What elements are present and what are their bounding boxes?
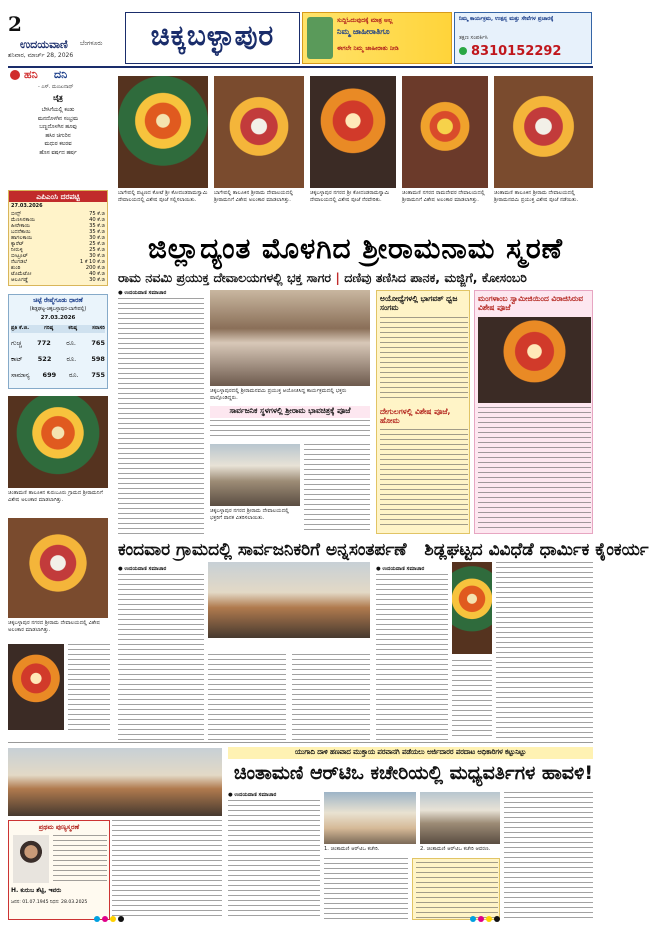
photo-deity-left-3 bbox=[8, 644, 64, 730]
apmc-row: ನೀರುಳ್ಳಿ 25 ಕೆ.ಜಿ bbox=[11, 247, 105, 253]
mangala-story bbox=[474, 290, 593, 534]
chintamani-strap: ಯುಗಾದಿ ದಾಳಿ ಹಣವಾದ ಮುಕ್ತಾಯ ಪರವಾನಗಿ ಪಡೆಯಲು ಅರ್ಜಿದಾರರ ಪರದಾಟ ಅಧಿಕಾರಿಗಳ ಕಟ್ಟುನಿಟ್ಟು bbox=[228, 747, 593, 759]
mangala-body bbox=[478, 407, 591, 529]
edition: ಬೆಂಗಳೂರು bbox=[80, 40, 103, 47]
apmc-row: ಟೊಮೆಟೋ 40 ಕೆ.ಜಿ bbox=[11, 271, 105, 277]
photo-shidlaghatta-deity bbox=[452, 562, 492, 654]
silk-row: ಗುಚ್ಚ 772 ರೂ. 765 bbox=[11, 339, 105, 347]
left-column bbox=[8, 66, 108, 626]
silk-rates-box bbox=[8, 294, 108, 389]
caption-rto-2: 2. ಚಿಂತಾಮಣಿ ಆರ್‌ಟಿಒ ಕಚೇರಿ ಆವರಣ. bbox=[420, 846, 491, 852]
district-banner bbox=[125, 12, 300, 64]
silk-title: ಚಿಟ್ಟೆ ರೇಷ್ಮೆಗೂಡು ಧಾರಣೆ bbox=[33, 297, 83, 304]
caption-crowd: ಚಿಕ್ಕಬಳ್ಳಾಪುರದಲ್ಲಿ ಶ್ರೀರಾಮನವಮಿ ಪ್ರಯುಕ್ತ ಆಯೋಜಿಸಿದ್ದ ಕಾರ್ಯಕ್ರಮದಲ್ಲಿ ಭಕ್ತರು ಪಾಲ್ಗೊಂಡಿದ್ದರು. bbox=[210, 388, 347, 401]
apmc-rates-box bbox=[8, 190, 108, 286]
mangala-headline: ಮಂಗಳಾಂಬ ಸ್ವಾಮೀಜಿಯಿಂದ ವಿರಾಜಿಸಿರುವ ವಿಶೇಷ ಪೂಜೆ bbox=[478, 294, 584, 312]
ad2-line1: ನಿಮ್ಮ ಕಾರ್ಯಕ್ರಮ, ಉತ್ಪನ್ನ ಮತ್ತು ಸೇವೆಗಳ ಪ್ರಚಾರಕ್ಕೆ bbox=[459, 16, 554, 22]
subheadline-right: ದಣಿವು ತಣಿಸಿದ ಪಾನಕ, ಮಜ್ಜಿಗೆ, ಕೋಸಂಬರಿ bbox=[344, 270, 527, 285]
apmc-date: 27.03.2026 bbox=[11, 203, 43, 209]
byline-shidlaghatta: ● ಉದಯವಾಣಿ ಸಮಾಚಾರ bbox=[376, 566, 425, 572]
main-subheadline bbox=[118, 270, 593, 286]
apmc-row: ಬೀನ್ಸ್ 75 ಕೆ.ಜಿ bbox=[11, 211, 105, 217]
poem-line: ಮಧುರ ಕಲರವ bbox=[44, 141, 72, 147]
obituary-box bbox=[8, 820, 110, 920]
article-annadan-col1 bbox=[118, 574, 204, 740]
article-public-col2 bbox=[304, 444, 370, 534]
annadan-headline-row bbox=[118, 540, 649, 562]
silk-row: ಸಾಮಾನ್ಯ 699 ರೂ. 755 bbox=[11, 371, 105, 379]
ad1-line2: ನಿಮ್ಮ ಜಾಹೀರಾತಿಗೂ bbox=[337, 27, 390, 36]
silk-subtitle: (ಶಿಡ್ಲಘಟ್ಟ-ಚಿಕ್ಕಬಳ್ಳಾಪುರ-ಬಾಗೇಪಲ್ಲಿ) bbox=[29, 307, 87, 312]
text-column bbox=[68, 644, 110, 730]
photo-deity-left-1 bbox=[8, 396, 108, 488]
chintamani-headline: ಚಿಂತಾಮಣಿ ಆರ್‌ಟಿಒ ಕಚೇರಿಯಲ್ಲಿ ಮಧ್ಯವರ್ತಿಗಳ ಹಾವಳಿ! bbox=[233, 762, 593, 784]
photo-annadan-crowd bbox=[208, 562, 370, 638]
caption-temple-2: ಬಾಗೇಪಲ್ಲಿ ತಾಲೂಕಿನ ಶ್ರೀರಾಮ ದೇವಾಲಯದಲ್ಲಿ ಶ್ರೀರಾಮನಿಗೆ ವಿಶೇಷ ಅಲಂಕಾರ ಮಾಡಲಾಗಿತ್ತು. bbox=[214, 190, 294, 203]
obituary-text bbox=[53, 835, 107, 883]
subheadline-divider: | bbox=[335, 270, 345, 285]
apmc-row: ಹೀರೇಕಾಯಿ 35 ಕೆ.ಜಿ bbox=[11, 223, 105, 229]
caption-temple-3: ಚಿಕ್ಕಬಳ್ಳಾಪುರ ನಗರದ ಶ್ರೀ ಕೋದಂಡರಾಮಸ್ವಾಮಿ ದೇವಾಲಯದಲ್ಲಿ ವಿಶೇಷ ಪೂಜೆ ನೆರವೇರಿತು. bbox=[310, 190, 390, 203]
advert-subscribe[interactable] bbox=[302, 12, 452, 64]
photo-group-felicitation bbox=[8, 748, 222, 816]
phone-icon bbox=[307, 17, 333, 59]
poem-line: ಹೊಸ ವರ್ಷದ ಹರ್ಷ bbox=[39, 149, 77, 156]
poem-line: ಹಸಿರ ಚಿಗುರಿನ bbox=[45, 132, 71, 139]
section-rule bbox=[8, 742, 593, 743]
apmc-row: ಶುಂಠಿ 200 ಕೆ.ಜಿ bbox=[11, 265, 105, 271]
ad1-line3: ಈಗಲೇ ನಿಮ್ಮ ಜಾಹೀರಾತು ನೀಡಿ bbox=[337, 45, 399, 52]
masthead bbox=[8, 12, 120, 62]
apmc-row: ಆಲೂಗಡ್ಡೆ 30 ಕೆ.ಜಿ bbox=[11, 277, 105, 283]
article-main-col1 bbox=[118, 298, 204, 534]
article-chintamani-col1 bbox=[228, 800, 320, 920]
article-chintamani-col2 bbox=[324, 858, 408, 920]
photo-rto-office-2 bbox=[420, 792, 500, 844]
apmc-row: ಹಾಗಲಕಾಯಿ 30 ಕೆ.ಜಿ bbox=[11, 235, 105, 241]
poem-line: ಮನದೊಳಗಿನ ಸಂಭ್ರಮ bbox=[37, 115, 79, 122]
registration-mark bbox=[470, 916, 476, 922]
obituary-photo bbox=[13, 835, 49, 883]
photo-temple-2 bbox=[214, 76, 304, 188]
registration-mark bbox=[478, 916, 484, 922]
apmc-row: ಬೀಟ್ರೂಟ್ 30 ಕೆ.ಜಿ bbox=[11, 253, 105, 259]
registration-mark bbox=[110, 916, 116, 922]
chintamani-highlight bbox=[412, 858, 500, 920]
photo-devotees-crowd bbox=[210, 290, 370, 386]
district-title: ಚಿಕ್ಕಬಳ್ಳಾಪುರ bbox=[150, 19, 275, 52]
honey-money-box bbox=[8, 66, 108, 186]
dateline: ಶನಿವಾರ, ಮಾರ್ಚ್ 28, 2026 bbox=[8, 52, 74, 59]
photo-deity-left-2 bbox=[8, 518, 108, 618]
ayodhya-story bbox=[376, 290, 470, 534]
obituary-name: H. ಕುರುಬ ಶೆಟ್ಟಿ, ಇವರು bbox=[11, 887, 62, 894]
byline-annadan: ● ಉದಯವಾಣಿ ಸಮಾಚಾರ bbox=[118, 566, 167, 572]
photo-temple-1 bbox=[118, 76, 208, 188]
temples-body bbox=[380, 429, 468, 529]
photo-public-pooja bbox=[210, 444, 300, 506]
annadan-headline: ಕಂದವಾರ ಗ್ರಾಮದಲ್ಲಿ ಸಾರ್ವಜನಿಕರಿಗೆ ಅನ್ನಸಂತರ್ಪಣೆ bbox=[118, 540, 407, 560]
photo-swamiji-pooja bbox=[478, 317, 591, 403]
article-chintamani-col3 bbox=[504, 792, 593, 920]
caption-left-1: ಚಿಂತಾಮಣಿ ತಾಲೂಕಿನ ಕುರುಬೂರು ಗ್ರಾಮದ ಶ್ರೀರಾಮನಿಗೆ ವಿಶೇಷ ಅಲಂಕಾರ ಮಾಡಲಾಗಿತ್ತು. bbox=[8, 490, 103, 503]
article-public-lead bbox=[210, 420, 370, 440]
article-annadan-col2 bbox=[208, 654, 286, 740]
poem-line: ಬಣ್ಣದೊಳಗಿನ ಹೂವು bbox=[39, 124, 77, 130]
registration-mark bbox=[486, 916, 492, 922]
article-shidlaghatta-col3 bbox=[496, 562, 593, 740]
photo-temple-3 bbox=[310, 76, 396, 188]
money-title: ದನಿ bbox=[54, 68, 68, 81]
caption-temple-4: ಚಿಂತಾಮಣಿ ನಗರದ ರಾಮದೇವರ ದೇವಾಲಯದಲ್ಲಿ ಶ್ರೀರಾಮನಿಗೆ ವಿಶೇಷ ಅಲಂಕಾರ ಮಾಡಲಾಗಿತ್ತು. bbox=[402, 190, 485, 203]
registration-mark bbox=[102, 916, 108, 922]
article-felicitation bbox=[112, 820, 222, 920]
obituary-dates: ಜನನ: 01.07.1945 ನಿಧನ: 28.03.2025 bbox=[11, 900, 88, 905]
public-places-headline: ಸಾರ್ವಜನಿಕ ಸ್ಥಳಗಳಲ್ಲಿ ಶ್ರೀರಾಮ ಭಾವಚಿತ್ರಕ್ಕೆ ಪೂಜೆ bbox=[210, 406, 370, 418]
poem-line: ಬೇಸಿಗೆಯಲ್ಲಿ ಕಂಡು bbox=[41, 107, 75, 113]
chintamani-highlight-text bbox=[416, 862, 498, 918]
apmc-title: ಎಪಿಎಂಸಿ ದರಪಟ್ಟಿ bbox=[9, 191, 107, 202]
honey-drop-icon bbox=[10, 70, 20, 80]
article-shidlaghatta-col1 bbox=[376, 574, 448, 740]
article-shidlaghatta-col2 bbox=[452, 660, 492, 740]
main-headline: ಜಿಲ್ಲಾದ್ಯಂತ ಮೊಳಗಿದ ಶ್ರೀರಾಮನಾಮ ಸ್ಮರಣೆ bbox=[147, 232, 564, 265]
registration-mark bbox=[494, 916, 500, 922]
silk-head: ಪ್ರತಿ ಕೆ.ಜಿ. ಗರಿಷ್ಠ ಕನಿಷ್ಠ ಸರಾಸರಿ bbox=[11, 325, 105, 331]
silk-row: ಕಾಟ್ 522 ರೂ. 598 bbox=[11, 355, 105, 363]
apmc-row: ನೆಲಗಡಲೆ 1 ಕೆ 10 ಕೆ.ಜಿ bbox=[11, 259, 105, 265]
byline-main: ● ಉದಯವಾಣಿ ಸಮಾಚಾರ bbox=[118, 290, 167, 296]
article-annadan-col3 bbox=[292, 654, 370, 740]
poem-body bbox=[8, 106, 108, 157]
registration-mark bbox=[118, 916, 124, 922]
registration-mark bbox=[94, 916, 100, 922]
ad2-phone[interactable]: 8310152292 bbox=[471, 44, 562, 59]
ayodhya-body bbox=[380, 317, 468, 401]
shidlaghatta-headline: ಶಿಡ್ಲಘಟ್ಟದ ವಿವಿಧೆಡೆ ಧಾರ್ಮಿಕ ಕೈಂಕರ್ಯ bbox=[424, 540, 649, 560]
photo-temple-5 bbox=[494, 76, 593, 188]
caption-temple-5: ಚಿಂತಾಮಣಿ ತಾಲೂಕಿನ ಶ್ರೀರಾಮ ದೇವಾಲಯದಲ್ಲಿ ಶ್ರೀರಾಮನವಮಿ ಪ್ರಯುಕ್ತ ವಿಶೇಷ ಪೂಜೆ ನಡೆಯಿತು. bbox=[494, 190, 579, 203]
caption-temple-1: ಬಾಗೇಪಲ್ಲಿ ಪಟ್ಟಣದ ಕೋಟೆ ಶ್ರೀ ಕೋದಂಡರಾಮಸ್ವಾಮಿ ದೇವಾಲಯದಲ್ಲಿ ವಿಶೇಷ ಪೂಜೆ ಸಲ್ಲಿಸಲಾಯಿತು. bbox=[118, 190, 208, 203]
ad2-line2: ತಕ್ಷಣ ಸಂಪರ್ಕಿಸಿ bbox=[459, 35, 488, 41]
silk-date: 27.03.2026 bbox=[40, 315, 76, 321]
caption-street: ಚಿಕ್ಕಬಳ್ಳಾಪುರ ನಗರದ ಶ್ರೀರಾಮ ದೇವಾಲಯದಲ್ಲಿ ಭಕ್ತರಿಗೆ ಪಾನಕ ವಿತರಿಸಲಾಯಿತು. bbox=[210, 508, 289, 521]
apmc-row: ಮೆಣಸಿನಕಾಯಿ 40 ಕೆ.ಜಿ bbox=[11, 217, 105, 223]
paper-name: ಉದಯವಾಣಿ bbox=[20, 38, 68, 51]
subheadline-left: ರಾಮ ನವಮಿ ಪ್ರಯುಕ್ತ ದೇವಾಲಯಗಳಲ್ಲಿ ಭಕ್ತ ಸಾಗರ bbox=[118, 270, 331, 285]
advert-contact[interactable] bbox=[454, 12, 592, 64]
page-number: 2 bbox=[8, 12, 22, 36]
ayodhya-headline: ಅಯೋಧ್ಯೆಗಳಲ್ಲಿ ಭಾಗವತ್ ಧ್ವಜ ಸಂಗಮ bbox=[380, 294, 458, 312]
temples-headline: ದೇಗುಲಗಳಲ್ಲಿ ವಿಶೇಷ ಪೂಜೆ, ಹೋಮ bbox=[380, 407, 451, 425]
photo-temple-4 bbox=[402, 76, 488, 188]
apmc-row: ಕ್ಯಾರೆಟ್ 25 ಕೆ.ಜಿ bbox=[11, 241, 105, 247]
honey-author: - ಎಸ್. ಮಂಜುನಾಥ್ bbox=[38, 84, 74, 90]
caption-left-2: ಚಿಕ್ಕಬಳ್ಳಾಪುರ ನಗರದ ಶ್ರೀರಾಮ ದೇವಾಲಯದಲ್ಲಿ ವಿಶೇಷ ಅಲಂಕಾರ ಮಾಡಲಾಗಿತ್ತು. bbox=[8, 620, 101, 633]
caption-rto-1: 1. ಚಿಂತಾಮಣಿ ಆರ್‌ಟಿಒ ಕಚೇರಿ. bbox=[324, 846, 380, 852]
honey-title: ಹನಿ bbox=[24, 68, 38, 81]
apmc-row: ಬದನೆಕಾಯಿ 35 ಕೆ.ಜಿ bbox=[11, 229, 105, 235]
whatsapp-icon bbox=[459, 47, 467, 55]
ad1-line1: ಸುದ್ದಿಓದುವುದಕ್ಕೆ ಮಾತ್ರ ಅಲ್ಲ bbox=[337, 17, 393, 24]
photo-rto-office-1 bbox=[324, 792, 416, 844]
byline-chintamani: ● ಉದಯವಾಣಿ ಸಮಾಚಾರ bbox=[228, 792, 277, 798]
obituary-title: ಪ್ರಥಮ ಪುಣ್ಯಸ್ಮರಣೆ bbox=[38, 823, 80, 831]
poem-title: ಚೈತ್ರ bbox=[53, 94, 63, 102]
